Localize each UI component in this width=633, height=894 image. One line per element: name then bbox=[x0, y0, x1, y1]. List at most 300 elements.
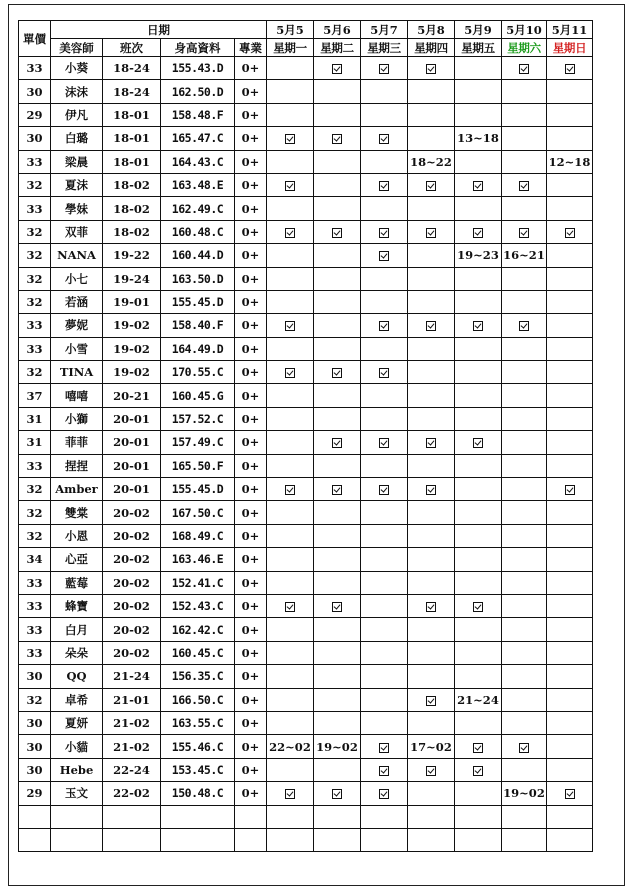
body-data-cell: 160.45.G bbox=[161, 384, 235, 407]
spec-cell: 0+ bbox=[235, 665, 267, 688]
date-header: 5月8 bbox=[408, 21, 455, 39]
price-cell: 30 bbox=[19, 127, 51, 150]
availability-cell bbox=[361, 548, 408, 571]
empty-cell bbox=[547, 828, 593, 851]
spec-cell: 0+ bbox=[235, 711, 267, 734]
body-data-cell: 158.48.F bbox=[161, 103, 235, 126]
checkbox-checked-icon bbox=[519, 181, 529, 191]
availability-cell bbox=[314, 641, 361, 664]
class-cell: 20-01 bbox=[103, 407, 161, 430]
header-row-dates bbox=[19, 21, 593, 39]
availability-cell bbox=[361, 337, 408, 360]
availability-cell bbox=[408, 594, 455, 617]
availability-cell bbox=[455, 80, 502, 103]
availability-cell bbox=[547, 57, 593, 80]
availability-cell bbox=[502, 478, 547, 501]
availability-cell bbox=[267, 220, 314, 243]
availability-cell bbox=[314, 524, 361, 547]
availability-cell bbox=[547, 80, 593, 103]
spec-cell: 0+ bbox=[235, 127, 267, 150]
availability-cell bbox=[267, 548, 314, 571]
availability-cell bbox=[502, 103, 547, 126]
table-row bbox=[19, 384, 593, 407]
checkbox-checked-icon bbox=[519, 64, 529, 74]
availability-cell bbox=[502, 618, 547, 641]
empty-cell bbox=[314, 828, 361, 851]
table-row bbox=[19, 501, 593, 524]
checkbox-checked-icon bbox=[426, 438, 436, 448]
availability-cell bbox=[455, 267, 502, 290]
checkbox-checked-icon bbox=[426, 228, 436, 238]
spec-cell: 0+ bbox=[235, 454, 267, 477]
empty-cell bbox=[161, 805, 235, 828]
name-cell: 双菲 bbox=[51, 220, 103, 243]
price-cell: 32 bbox=[19, 501, 51, 524]
availability-cell bbox=[267, 618, 314, 641]
availability-cell bbox=[408, 127, 455, 150]
spec-cell: 0+ bbox=[235, 103, 267, 126]
class-cell: 18-02 bbox=[103, 197, 161, 220]
spec-cell: 0+ bbox=[235, 244, 267, 267]
availability-cell bbox=[314, 150, 361, 173]
checkbox-checked-icon bbox=[379, 228, 389, 238]
table-row bbox=[19, 618, 593, 641]
table-row bbox=[19, 571, 593, 594]
table-row bbox=[19, 150, 593, 173]
availability-cell bbox=[502, 407, 547, 430]
availability-cell bbox=[547, 220, 593, 243]
availability-cell bbox=[502, 431, 547, 454]
class-cell: 20-02 bbox=[103, 548, 161, 571]
availability-cell bbox=[455, 782, 502, 805]
table-row bbox=[19, 641, 593, 664]
table-row bbox=[19, 267, 593, 290]
availability-cell bbox=[314, 454, 361, 477]
availability-cell bbox=[547, 454, 593, 477]
spec-column-header: 專業 bbox=[235, 39, 267, 57]
availability-cell bbox=[547, 571, 593, 594]
body-data-cell: 155.45.D bbox=[161, 478, 235, 501]
availability-cell bbox=[547, 618, 593, 641]
empty-cell bbox=[314, 805, 361, 828]
name-cell: 小貓 bbox=[51, 735, 103, 758]
availability-cell bbox=[267, 57, 314, 80]
availability-cell bbox=[408, 407, 455, 430]
class-cell: 20-02 bbox=[103, 641, 161, 664]
empty-row bbox=[19, 805, 593, 828]
spec-cell: 0+ bbox=[235, 758, 267, 781]
checkbox-checked-icon bbox=[285, 181, 295, 191]
spec-cell: 0+ bbox=[235, 478, 267, 501]
header-row-columns bbox=[19, 39, 593, 57]
checkbox-checked-icon bbox=[332, 485, 342, 495]
class-cell: 20-02 bbox=[103, 501, 161, 524]
spec-cell: 0+ bbox=[235, 524, 267, 547]
name-cell: Amber bbox=[51, 478, 103, 501]
checkbox-checked-icon bbox=[565, 789, 575, 799]
class-cell: 20-02 bbox=[103, 618, 161, 641]
availability-cell bbox=[455, 665, 502, 688]
availability-cell bbox=[314, 594, 361, 617]
availability-cell bbox=[314, 57, 361, 80]
availability-cell bbox=[455, 337, 502, 360]
availability-time: 19~02 bbox=[314, 735, 361, 758]
availability-cell bbox=[408, 384, 455, 407]
body-data-cell: 166.50.C bbox=[161, 688, 235, 711]
class-cell: 18-02 bbox=[103, 173, 161, 196]
availability-cell bbox=[547, 197, 593, 220]
availability-cell bbox=[408, 454, 455, 477]
table-row bbox=[19, 173, 593, 196]
spec-cell: 0+ bbox=[235, 618, 267, 641]
availability-cell bbox=[361, 150, 408, 173]
price-cell: 33 bbox=[19, 197, 51, 220]
availability-cell bbox=[408, 688, 455, 711]
availability-cell bbox=[455, 711, 502, 734]
checkbox-checked-icon bbox=[473, 438, 483, 448]
class-cell: 18-24 bbox=[103, 57, 161, 80]
checkbox-checked-icon bbox=[426, 181, 436, 191]
availability-time: 19~23 bbox=[455, 244, 502, 267]
availability-cell bbox=[502, 337, 547, 360]
availability-cell bbox=[361, 244, 408, 267]
empty-cell bbox=[502, 805, 547, 828]
availability-cell bbox=[547, 127, 593, 150]
class-cell: 19-02 bbox=[103, 314, 161, 337]
empty-cell bbox=[235, 805, 267, 828]
price-cell: 30 bbox=[19, 735, 51, 758]
price-cell: 33 bbox=[19, 337, 51, 360]
availability-cell bbox=[361, 290, 408, 313]
spec-cell: 0+ bbox=[235, 173, 267, 196]
spec-cell: 0+ bbox=[235, 80, 267, 103]
availability-cell bbox=[547, 314, 593, 337]
name-cell: 夢妮 bbox=[51, 314, 103, 337]
name-cell: 小恩 bbox=[51, 524, 103, 547]
class-cell: 20-02 bbox=[103, 524, 161, 547]
spec-cell: 0+ bbox=[235, 150, 267, 173]
availability-cell bbox=[267, 665, 314, 688]
class-cell: 18-02 bbox=[103, 220, 161, 243]
availability-cell bbox=[408, 711, 455, 734]
price-cell: 33 bbox=[19, 618, 51, 641]
price-cell: 37 bbox=[19, 384, 51, 407]
availability-cell bbox=[408, 758, 455, 781]
price-cell: 33 bbox=[19, 454, 51, 477]
availability-cell bbox=[455, 735, 502, 758]
availability-cell bbox=[455, 361, 502, 384]
table-row bbox=[19, 407, 593, 430]
checkbox-checked-icon bbox=[332, 134, 342, 144]
body-data-cell: 163.46.E bbox=[161, 548, 235, 571]
availability-cell bbox=[455, 220, 502, 243]
availability-cell bbox=[361, 173, 408, 196]
availability-cell bbox=[361, 57, 408, 80]
availability-cell bbox=[314, 688, 361, 711]
name-cell: 夏妍 bbox=[51, 711, 103, 734]
availability-time: 12~18 bbox=[547, 150, 593, 173]
body-data-cell: 157.49.C bbox=[161, 431, 235, 454]
availability-cell bbox=[547, 501, 593, 524]
availability-cell bbox=[267, 314, 314, 337]
table-row bbox=[19, 290, 593, 313]
availability-cell bbox=[502, 758, 547, 781]
name-cell: 捏捏 bbox=[51, 454, 103, 477]
availability-cell bbox=[314, 571, 361, 594]
availability-cell bbox=[314, 407, 361, 430]
spec-cell: 0+ bbox=[235, 290, 267, 313]
availability-cell bbox=[361, 431, 408, 454]
availability-cell bbox=[502, 197, 547, 220]
class-cell: 18-01 bbox=[103, 127, 161, 150]
table-row bbox=[19, 711, 593, 734]
availability-cell bbox=[547, 361, 593, 384]
availability-cell bbox=[547, 782, 593, 805]
class-cell: 18-01 bbox=[103, 103, 161, 126]
availability-cell bbox=[455, 197, 502, 220]
availability-cell bbox=[408, 431, 455, 454]
availability-cell bbox=[408, 571, 455, 594]
availability-cell bbox=[455, 524, 502, 547]
table-row bbox=[19, 688, 593, 711]
body-data-cell: 158.40.F bbox=[161, 314, 235, 337]
name-cell: 雙棠 bbox=[51, 501, 103, 524]
availability-cell bbox=[361, 361, 408, 384]
availability-cell bbox=[547, 431, 593, 454]
availability-cell bbox=[502, 127, 547, 150]
name-cell: NANA bbox=[51, 244, 103, 267]
date-header: 5月9 bbox=[455, 21, 502, 39]
availability-cell bbox=[547, 407, 593, 430]
table-row bbox=[19, 57, 593, 80]
availability-cell bbox=[361, 735, 408, 758]
class-cell: 18-24 bbox=[103, 80, 161, 103]
price-cell: 33 bbox=[19, 57, 51, 80]
body-data-cell: 160.48.C bbox=[161, 220, 235, 243]
checkbox-checked-icon bbox=[379, 766, 389, 776]
availability-cell bbox=[502, 524, 547, 547]
availability-time: 16~21 bbox=[502, 244, 547, 267]
class-cell: 22-02 bbox=[103, 782, 161, 805]
class-cell: 20-01 bbox=[103, 431, 161, 454]
table-row bbox=[19, 548, 593, 571]
checkbox-checked-icon bbox=[426, 64, 436, 74]
availability-cell bbox=[314, 314, 361, 337]
availability-cell bbox=[267, 501, 314, 524]
class-cell: 20-21 bbox=[103, 384, 161, 407]
availability-cell bbox=[267, 384, 314, 407]
date-header: 5月6 bbox=[314, 21, 361, 39]
availability-cell bbox=[502, 150, 547, 173]
name-cell: 小雪 bbox=[51, 337, 103, 360]
availability-cell bbox=[361, 103, 408, 126]
empty-row bbox=[19, 828, 593, 851]
availability-cell bbox=[455, 384, 502, 407]
availability-cell bbox=[547, 103, 593, 126]
body-data-cell: 162.50.D bbox=[161, 80, 235, 103]
availability-cell bbox=[361, 478, 408, 501]
availability-cell bbox=[267, 80, 314, 103]
availability-cell bbox=[361, 571, 408, 594]
availability-cell bbox=[314, 618, 361, 641]
body-data-cell: 164.49.D bbox=[161, 337, 235, 360]
body-data-cell: 162.49.C bbox=[161, 197, 235, 220]
availability-cell bbox=[361, 594, 408, 617]
availability-cell bbox=[547, 548, 593, 571]
availability-cell bbox=[267, 290, 314, 313]
price-header: 單價 bbox=[19, 21, 51, 57]
spec-cell: 0+ bbox=[235, 267, 267, 290]
availability-cell bbox=[408, 314, 455, 337]
spec-cell: 0+ bbox=[235, 197, 267, 220]
checkbox-checked-icon bbox=[379, 181, 389, 191]
availability-cell bbox=[502, 594, 547, 617]
availability-cell bbox=[314, 197, 361, 220]
empty-cell bbox=[361, 828, 408, 851]
availability-cell bbox=[314, 384, 361, 407]
availability-time: 17~02 bbox=[408, 735, 455, 758]
body-data-cell: 152.43.C bbox=[161, 594, 235, 617]
empty-cell bbox=[502, 828, 547, 851]
class-cell: 19-02 bbox=[103, 337, 161, 360]
checkbox-checked-icon bbox=[473, 743, 483, 753]
price-cell: 32 bbox=[19, 290, 51, 313]
availability-cell bbox=[408, 244, 455, 267]
availability-cell bbox=[267, 431, 314, 454]
weekday-header-saturday: 星期六 bbox=[502, 39, 547, 57]
availability-cell bbox=[408, 641, 455, 664]
price-cell: 30 bbox=[19, 665, 51, 688]
availability-cell bbox=[267, 782, 314, 805]
name-cell: 學妹 bbox=[51, 197, 103, 220]
price-cell: 32 bbox=[19, 173, 51, 196]
availability-cell bbox=[361, 618, 408, 641]
body-data-cell: 162.42.C bbox=[161, 618, 235, 641]
empty-cell bbox=[103, 805, 161, 828]
availability-cell bbox=[267, 688, 314, 711]
checkbox-checked-icon bbox=[285, 134, 295, 144]
availability-cell bbox=[408, 290, 455, 313]
availability-cell bbox=[408, 665, 455, 688]
date-title: 日期 bbox=[51, 21, 267, 39]
date-header: 5月5 bbox=[267, 21, 314, 39]
empty-cell bbox=[408, 828, 455, 851]
body-data-cell: 157.52.C bbox=[161, 407, 235, 430]
checkbox-checked-icon bbox=[426, 485, 436, 495]
checkbox-checked-icon bbox=[285, 228, 295, 238]
availability-cell bbox=[502, 548, 547, 571]
empty-cell bbox=[51, 805, 103, 828]
availability-cell bbox=[547, 758, 593, 781]
availability-cell bbox=[455, 641, 502, 664]
checkbox-checked-icon bbox=[332, 789, 342, 799]
name-cell: 朵朵 bbox=[51, 641, 103, 664]
checkbox-checked-icon bbox=[379, 134, 389, 144]
body-data-cell: 165.47.C bbox=[161, 127, 235, 150]
availability-cell bbox=[455, 407, 502, 430]
availability-cell bbox=[361, 665, 408, 688]
availability-cell bbox=[502, 641, 547, 664]
availability-cell bbox=[547, 641, 593, 664]
availability-cell bbox=[455, 571, 502, 594]
empty-cell bbox=[455, 805, 502, 828]
table-row bbox=[19, 314, 593, 337]
body-data-cell: 163.48.E bbox=[161, 173, 235, 196]
availability-cell bbox=[408, 337, 455, 360]
checkbox-checked-icon bbox=[285, 485, 295, 495]
availability-cell bbox=[408, 103, 455, 126]
spec-cell: 0+ bbox=[235, 384, 267, 407]
empty-cell bbox=[103, 828, 161, 851]
price-cell: 32 bbox=[19, 478, 51, 501]
table-row bbox=[19, 665, 593, 688]
name-cell: QQ bbox=[51, 665, 103, 688]
price-cell: 32 bbox=[19, 524, 51, 547]
checkbox-checked-icon bbox=[426, 602, 436, 612]
checkbox-checked-icon bbox=[426, 321, 436, 331]
empty-cell bbox=[408, 805, 455, 828]
price-cell: 33 bbox=[19, 314, 51, 337]
availability-cell bbox=[267, 641, 314, 664]
availability-cell bbox=[267, 244, 314, 267]
checkbox-checked-icon bbox=[519, 321, 529, 331]
name-cell: 蜂寶 bbox=[51, 594, 103, 617]
spec-cell: 0+ bbox=[235, 571, 267, 594]
availability-cell bbox=[408, 618, 455, 641]
checkbox-checked-icon bbox=[473, 766, 483, 776]
availability-cell bbox=[361, 501, 408, 524]
checkbox-checked-icon bbox=[565, 485, 575, 495]
checkbox-checked-icon bbox=[473, 321, 483, 331]
availability-cell bbox=[408, 548, 455, 571]
spec-cell: 0+ bbox=[235, 220, 267, 243]
availability-cell bbox=[314, 782, 361, 805]
name-cell: 卓希 bbox=[51, 688, 103, 711]
table-row bbox=[19, 758, 593, 781]
empty-cell bbox=[235, 828, 267, 851]
body-data-cell: 168.49.C bbox=[161, 524, 235, 547]
checkbox-checked-icon bbox=[426, 766, 436, 776]
availability-cell bbox=[314, 290, 361, 313]
spec-cell: 0+ bbox=[235, 594, 267, 617]
availability-cell bbox=[267, 361, 314, 384]
price-cell: 33 bbox=[19, 641, 51, 664]
name-column-header: 美容師 bbox=[51, 39, 103, 57]
checkbox-checked-icon bbox=[379, 368, 389, 378]
empty-cell bbox=[19, 828, 51, 851]
availability-cell bbox=[455, 758, 502, 781]
date-header: 5月11 bbox=[547, 21, 593, 39]
price-cell: 29 bbox=[19, 782, 51, 805]
availability-time: 22~02 bbox=[267, 735, 314, 758]
availability-time: 21~24 bbox=[455, 688, 502, 711]
price-cell: 32 bbox=[19, 244, 51, 267]
body-data-cell: 167.50.C bbox=[161, 501, 235, 524]
table-row bbox=[19, 127, 593, 150]
schedule-body bbox=[19, 57, 593, 852]
weekday-header: 星期二 bbox=[314, 39, 361, 57]
checkbox-checked-icon bbox=[379, 251, 389, 261]
name-cell: 嘻嘻 bbox=[51, 384, 103, 407]
class-cell: 20-02 bbox=[103, 571, 161, 594]
checkbox-checked-icon bbox=[473, 602, 483, 612]
name-cell: 菲菲 bbox=[51, 431, 103, 454]
class-cell: 21-02 bbox=[103, 735, 161, 758]
table-row bbox=[19, 735, 593, 758]
checkbox-checked-icon bbox=[285, 368, 295, 378]
price-cell: 30 bbox=[19, 711, 51, 734]
availability-cell bbox=[502, 384, 547, 407]
